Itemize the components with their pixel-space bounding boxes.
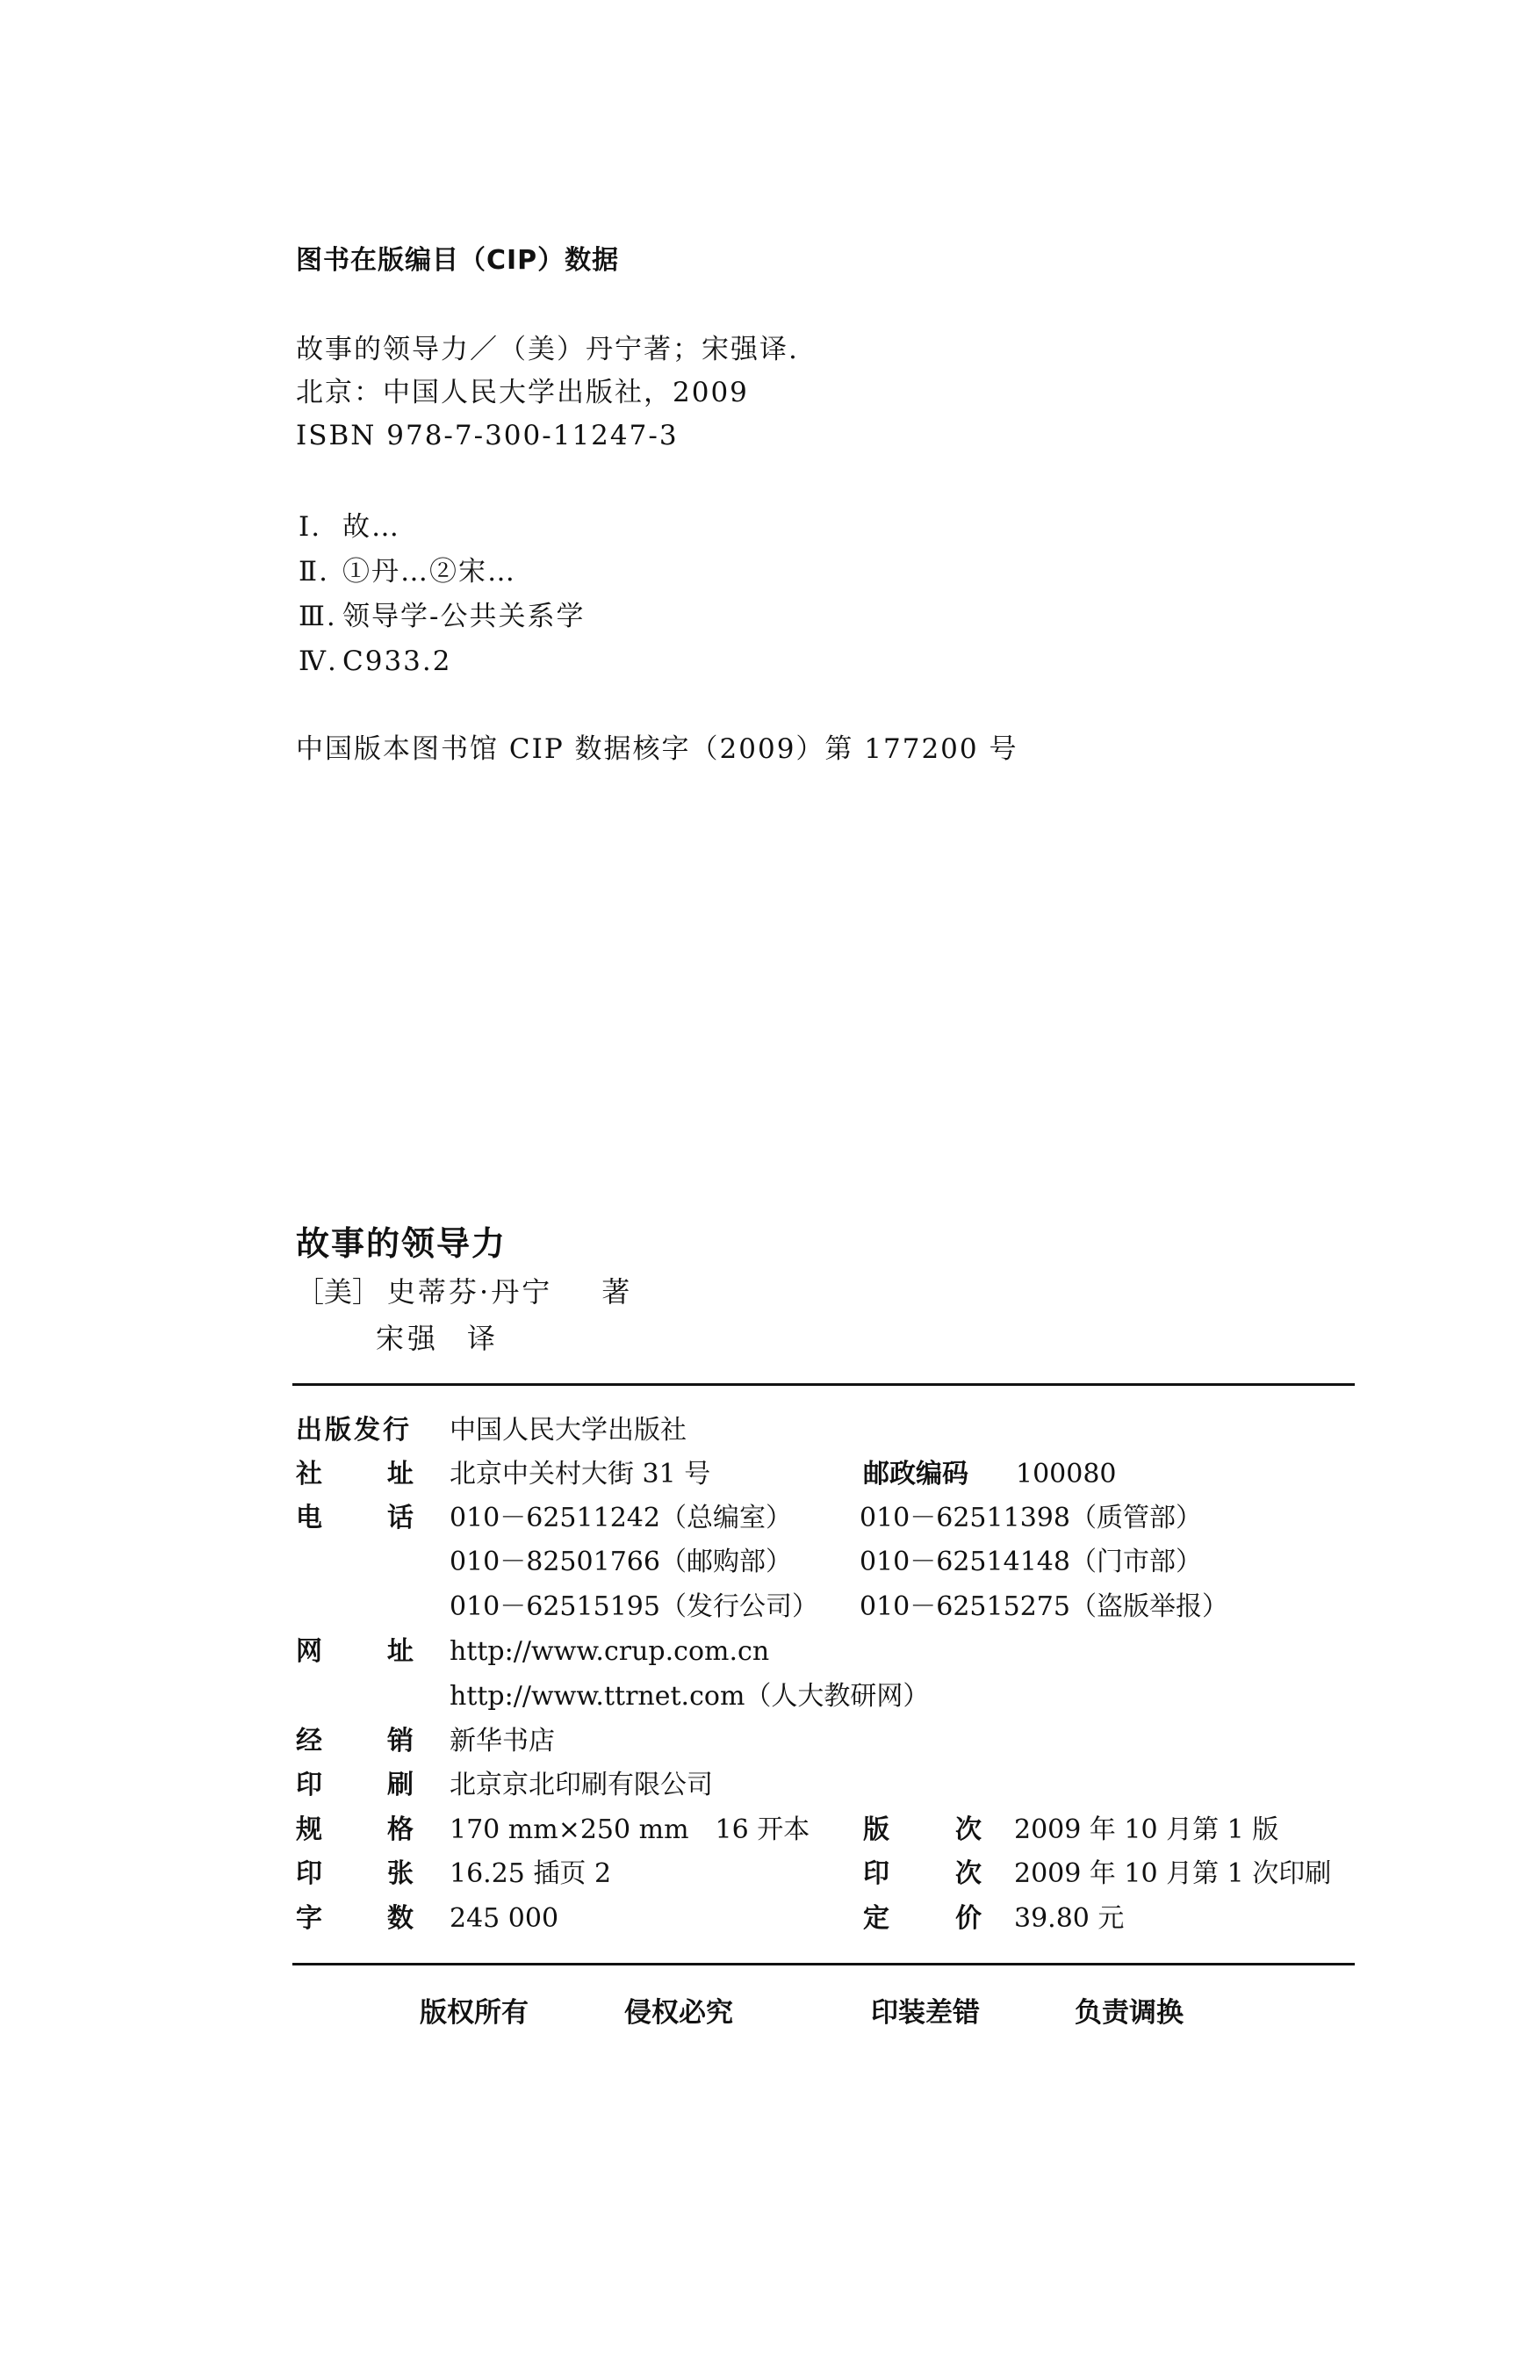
phone-label-1: 电 bbox=[296, 1503, 322, 1533]
classification-text: 故… bbox=[342, 511, 400, 543]
cip-isbn: ISBN 978-7-300-11247-3 bbox=[296, 420, 679, 451]
format-label-1: 规 bbox=[296, 1814, 322, 1845]
phone-number: 010－62511398（质管部） bbox=[860, 1503, 1202, 1533]
cip-verification-number: 中国版本图书馆 CIP 数据核字（2009）第 177200 号 bbox=[296, 733, 1018, 765]
classification-number: Ⅱ. bbox=[299, 556, 329, 588]
classification-number: Ⅰ. bbox=[299, 511, 322, 543]
exchange-notice: 负责调换 bbox=[1075, 1997, 1184, 2029]
distributor-value: 新华书店 bbox=[450, 1726, 555, 1756]
classification-text: C933.2 bbox=[342, 645, 452, 677]
author-country: ［美］ bbox=[296, 1275, 381, 1309]
printing-value: 2009 年 10 月第 1 次印刷 bbox=[1014, 1858, 1332, 1889]
price-label-1: 定 bbox=[863, 1903, 889, 1934]
copyright-notice: 版权所有 bbox=[420, 1997, 529, 2029]
distributor-label-1: 经 bbox=[296, 1726, 322, 1756]
printer-value: 北京京北印刷有限公司 bbox=[450, 1770, 713, 1800]
sheets-label-1: 印 bbox=[296, 1858, 322, 1889]
top-divider bbox=[292, 1383, 1355, 1386]
price-label-2: 价 bbox=[955, 1903, 982, 1934]
classification-text: ①丹…②宋… bbox=[342, 556, 516, 588]
website-label-2: 址 bbox=[387, 1636, 414, 1667]
phone-number: 010－62511242（总编室） bbox=[450, 1503, 792, 1533]
price-value: 39.80 元 bbox=[1014, 1903, 1125, 1934]
distributor-label-2: 销 bbox=[387, 1726, 414, 1756]
cip-heading: 图书在版编目（CIP）数据 bbox=[296, 245, 620, 276]
website-link[interactable]: http://www.crup.com.cn bbox=[450, 1636, 770, 1667]
website-label-1: 网 bbox=[296, 1636, 322, 1667]
infringement-notice: 侵权必究 bbox=[624, 1997, 733, 2029]
cip-record-line: 北京：中国人民大学出版社，2009 bbox=[296, 377, 749, 408]
misprint-notice: 印装差错 bbox=[871, 1997, 980, 2029]
edition-label-1: 版 bbox=[863, 1814, 889, 1845]
publisher-label: 出版发行 bbox=[296, 1415, 412, 1446]
edition-label-2: 次 bbox=[955, 1814, 982, 1845]
classification-text: 领导学-公共关系学 bbox=[342, 601, 586, 632]
sheets-label-2: 张 bbox=[387, 1858, 414, 1889]
book-title: 故事的领导力 bbox=[296, 1224, 507, 1263]
author-line bbox=[296, 1275, 630, 1309]
classification-item bbox=[299, 556, 516, 588]
author-name: 史蒂芬·丹宁 bbox=[387, 1275, 553, 1309]
phone-label-2: 话 bbox=[387, 1503, 414, 1533]
format-value: 170 mm×250 mm 16 开本 bbox=[450, 1814, 810, 1845]
phone-number: 010－82501766（邮购部） bbox=[450, 1547, 792, 1577]
words-label-2: 数 bbox=[387, 1903, 414, 1934]
address-label-2: 址 bbox=[387, 1459, 414, 1489]
translator-role: 译 bbox=[467, 1322, 496, 1355]
author-role: 著 bbox=[601, 1275, 630, 1309]
postcode-label: 邮政编码 bbox=[863, 1459, 968, 1489]
classification-item bbox=[299, 511, 400, 543]
classification-item bbox=[299, 603, 585, 631]
classification-number: Ⅳ. bbox=[299, 645, 338, 677]
phone-number: 010－62515195（发行公司） bbox=[450, 1591, 818, 1622]
postcode-value: 100080 bbox=[1016, 1459, 1117, 1489]
format-label-2: 格 bbox=[387, 1814, 414, 1845]
printer-label-1: 印 bbox=[296, 1770, 322, 1800]
translator-line bbox=[376, 1322, 496, 1355]
phone-number: 010－62514148（门市部） bbox=[860, 1547, 1202, 1577]
words-value: 245 000 bbox=[450, 1903, 559, 1934]
cip-record-line: 故事的领导力／（美）丹宁著；宋强译. bbox=[296, 334, 799, 365]
printer-label-2: 刷 bbox=[387, 1770, 414, 1800]
bottom-divider bbox=[292, 1963, 1355, 1965]
address-label-1: 社 bbox=[296, 1459, 322, 1489]
edition-value: 2009 年 10 月第 1 版 bbox=[1014, 1814, 1279, 1845]
address-value: 北京中关村大街 31 号 bbox=[450, 1459, 711, 1489]
classification-item bbox=[299, 645, 452, 677]
classification-number: Ⅲ. bbox=[299, 601, 337, 632]
phone-number: 010－62515275（盗版举报） bbox=[860, 1591, 1228, 1622]
website-link[interactable]: http://www.ttrnet.com（人大教研网） bbox=[450, 1681, 930, 1712]
publisher-value: 中国人民大学出版社 bbox=[450, 1415, 687, 1446]
printing-label-2: 次 bbox=[955, 1858, 982, 1889]
words-label-1: 字 bbox=[296, 1903, 322, 1934]
sheets-value: 16.25 插页 2 bbox=[450, 1858, 612, 1889]
translator-name: 宋强 bbox=[376, 1322, 440, 1355]
printing-label-1: 印 bbox=[863, 1858, 889, 1889]
